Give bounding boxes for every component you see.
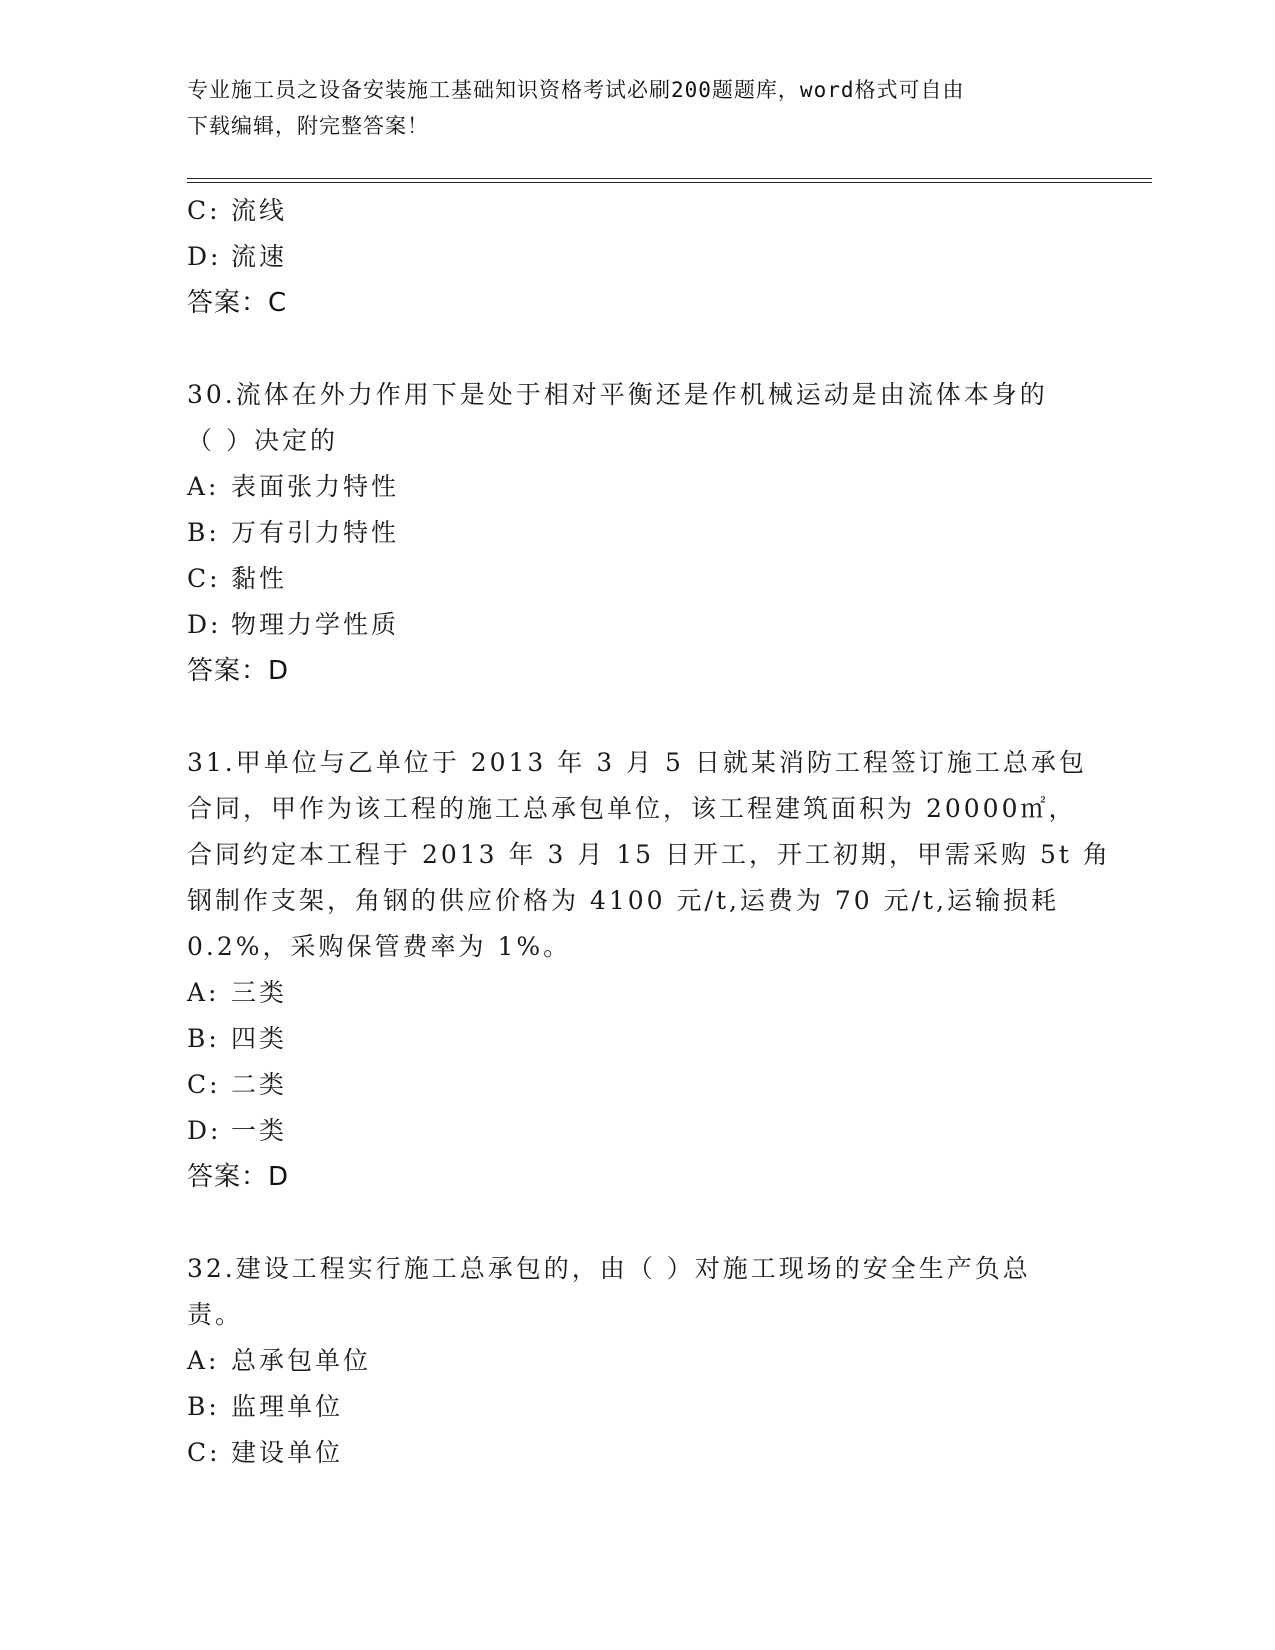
- spacer: [187, 694, 1087, 740]
- page-header: [187, 72, 1067, 144]
- option-key: B:: [187, 518, 220, 547]
- option-text: 一类: [231, 1116, 288, 1145]
- option-key: D:: [187, 1116, 222, 1145]
- option-key: C:: [187, 1438, 221, 1467]
- option-key: D:: [187, 610, 222, 639]
- question-stem-line: 钢制作支架，角钢的供应价格为 4100 元/t,运费为 70 元/t,运输损耗: [187, 886, 1060, 915]
- question-stem-line: 责。: [187, 1300, 244, 1329]
- answer-line: 答案：C: [187, 288, 288, 318]
- spacer: [187, 326, 1087, 372]
- question-stem-line: 31.甲单位与乙单位于 2013 年 3 月 5 日就某消防工程签订施工总承包: [187, 748, 1087, 777]
- header-line-2: 下载编辑，附完整答案！: [187, 114, 429, 138]
- header-divider-top: [187, 178, 1152, 179]
- header-line-1: 专业施工员之设备安装施工基础知识资格考试必刷200题题库，word格式可自由: [187, 78, 965, 102]
- question-29-tail: [187, 188, 1087, 326]
- option-text: 流速: [231, 242, 288, 271]
- option-key: A:: [187, 1346, 220, 1375]
- question-30: [187, 372, 1087, 694]
- question-content: [187, 188, 1111, 1476]
- option-key: C:: [187, 564, 221, 593]
- option-key: C:: [187, 196, 221, 225]
- question-stem-line: 0.2%，采购保管费率为 1%。: [187, 932, 572, 961]
- option-c: [187, 556, 1087, 602]
- option-c: [187, 1430, 1087, 1476]
- question-stem-line: （ ）决定的: [187, 426, 338, 455]
- option-text: 表面张力特性: [231, 472, 400, 501]
- option-key: A:: [187, 472, 220, 501]
- question-31: [187, 740, 1111, 1200]
- option-a: [187, 970, 1087, 1016]
- option-text: 物理力学性质: [231, 610, 400, 639]
- option-text: 万有引力特性: [231, 518, 400, 547]
- question-stem-line: 合同约定本工程于 2013 年 3 月 15 日开工，开工初期，甲需采购 5t 角: [187, 840, 1111, 869]
- question-stem-line: 30.流体在外力作用下是处于相对平衡还是作机械运动是由流体本身的: [187, 380, 1048, 409]
- option-d: [187, 602, 1087, 648]
- question-32: [187, 1246, 1087, 1476]
- option-text: 流线: [231, 196, 288, 225]
- option-key: B:: [187, 1392, 220, 1421]
- option-text: 建设单位: [231, 1438, 344, 1467]
- option-key: B:: [187, 1024, 220, 1053]
- question-stem-line: 32.建设工程实行施工总承包的，由（ ）对施工现场的安全生产负总: [187, 1254, 1031, 1283]
- answer-line: 答案：D: [187, 656, 290, 686]
- header-divider-bottom: [187, 182, 1152, 183]
- option-d: [187, 234, 1087, 280]
- option-c: [187, 188, 1087, 234]
- question-stem-line: 合同，甲作为该工程的施工总承包单位，该工程建筑面积为 20000㎡，: [187, 794, 1077, 823]
- option-a: [187, 1338, 1087, 1384]
- answer-line: 答案：D: [187, 1162, 290, 1192]
- option-text: 黏性: [231, 564, 288, 593]
- option-key: A:: [187, 978, 220, 1007]
- option-b: [187, 1384, 1087, 1430]
- option-key: D:: [187, 242, 222, 271]
- spacer: [187, 1200, 1087, 1246]
- option-text: 总承包单位: [231, 1346, 372, 1375]
- option-b: [187, 1016, 1087, 1062]
- option-text: 二类: [231, 1070, 288, 1099]
- option-c: [187, 1062, 1087, 1108]
- option-key: C:: [187, 1070, 221, 1099]
- option-b: [187, 510, 1087, 556]
- option-text: 三类: [231, 978, 288, 1007]
- option-text: 监理单位: [231, 1392, 344, 1421]
- option-a: [187, 464, 1087, 510]
- option-d: [187, 1108, 1087, 1154]
- option-text: 四类: [231, 1024, 288, 1053]
